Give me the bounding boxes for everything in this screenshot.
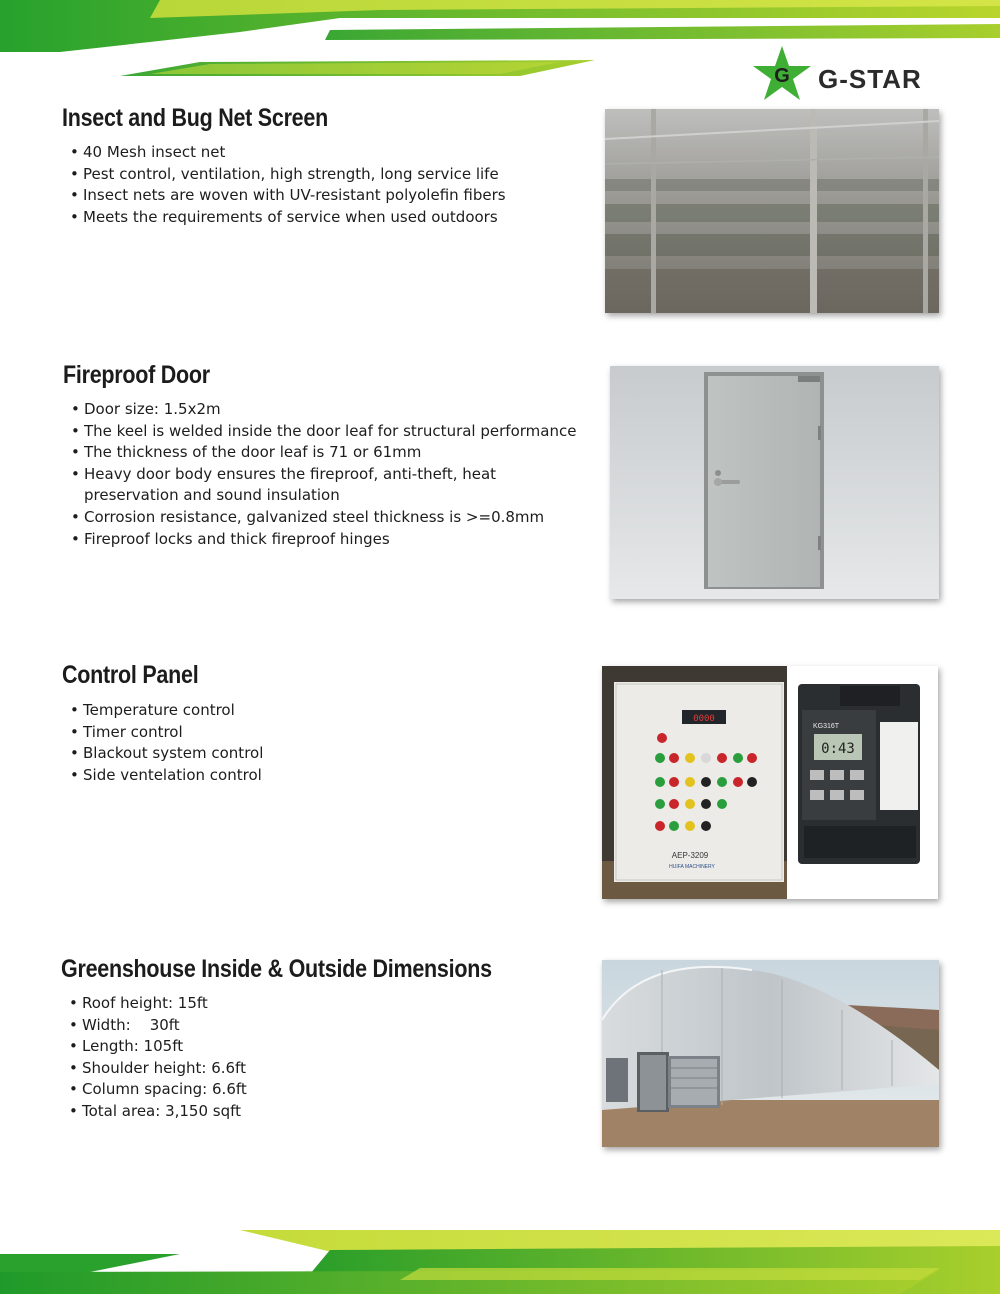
list-item: • Length: 105ft	[69, 1036, 589, 1058]
section-title-fireproof-door: Fireproof Door	[63, 361, 210, 389]
brand-name: G-STAR	[818, 64, 922, 94]
list-item: • Total area: 3,150 sqft	[69, 1101, 589, 1123]
section-title-control-panel: Control Panel	[62, 661, 199, 689]
list-item: • Width: 30ft	[69, 1015, 589, 1037]
insect-net-greenhouse-photo	[605, 109, 939, 313]
greenhouse-exterior-photo	[602, 960, 939, 1147]
panel-maker-label: HUIFA MACHINERY	[669, 864, 715, 870]
list-item: • Blackout system control	[70, 743, 590, 765]
list-item: • Pest control, ventilation, high strength, long service life	[70, 164, 590, 186]
section-title-greenhouse-dimensions: Greenshouse Inside & Outside Dimensions	[61, 955, 492, 983]
list-item: • Shoulder height: 6.6ft	[69, 1058, 589, 1080]
list-item: • Fireproof locks and thick fireproof hinges	[71, 529, 591, 551]
list-item: • Insect nets are woven with UV-resistant polyolefin fibers	[70, 185, 590, 207]
bottom-decorative-bands	[0, 1222, 1000, 1294]
timer-display: 0:43	[821, 741, 855, 757]
list-item: • Heavy door body ensures the fireproof, anti-theft, heat preservation and sound insulation	[71, 464, 591, 507]
list-item: • Door size: 1.5x2m	[71, 399, 591, 421]
panel-model-label: AEP-3209	[671, 851, 709, 860]
greenhouse-dimensions-bullets	[69, 993, 589, 1123]
list-item: • Timer control	[70, 722, 590, 744]
list-item: • Side ventelation control	[70, 765, 590, 787]
list-item: • 40 Mesh insect net	[70, 142, 590, 164]
list-item: • Meets the requirements of service when used outdoors	[70, 207, 590, 229]
section-title-insect-net: Insect and Bug Net Screen	[62, 104, 328, 132]
list-item: • The keel is welded inside the door leaf for structural performance	[71, 421, 591, 443]
insect-net-bullets	[70, 142, 590, 228]
svg-text:0000: 0000	[693, 714, 715, 724]
list-item: • The thickness of the door leaf is 71 or 61mm	[71, 442, 591, 464]
control-panel-bullets	[70, 700, 590, 786]
timer-model-label: KG316T	[812, 723, 840, 730]
list-item: • Roof height: 15ft	[69, 993, 589, 1015]
list-item: • Corrosion resistance, galvanized steel thickness is >=0.8mm	[71, 507, 591, 529]
fireproof-door-bullets	[71, 399, 591, 550]
list-item: • Column spacing: 6.6ft	[69, 1079, 589, 1101]
logo-star-letter: G	[774, 65, 790, 87]
fireproof-door-photo	[610, 366, 939, 599]
control-panel-photo	[602, 666, 938, 899]
list-item: • Temperature control	[70, 700, 590, 722]
